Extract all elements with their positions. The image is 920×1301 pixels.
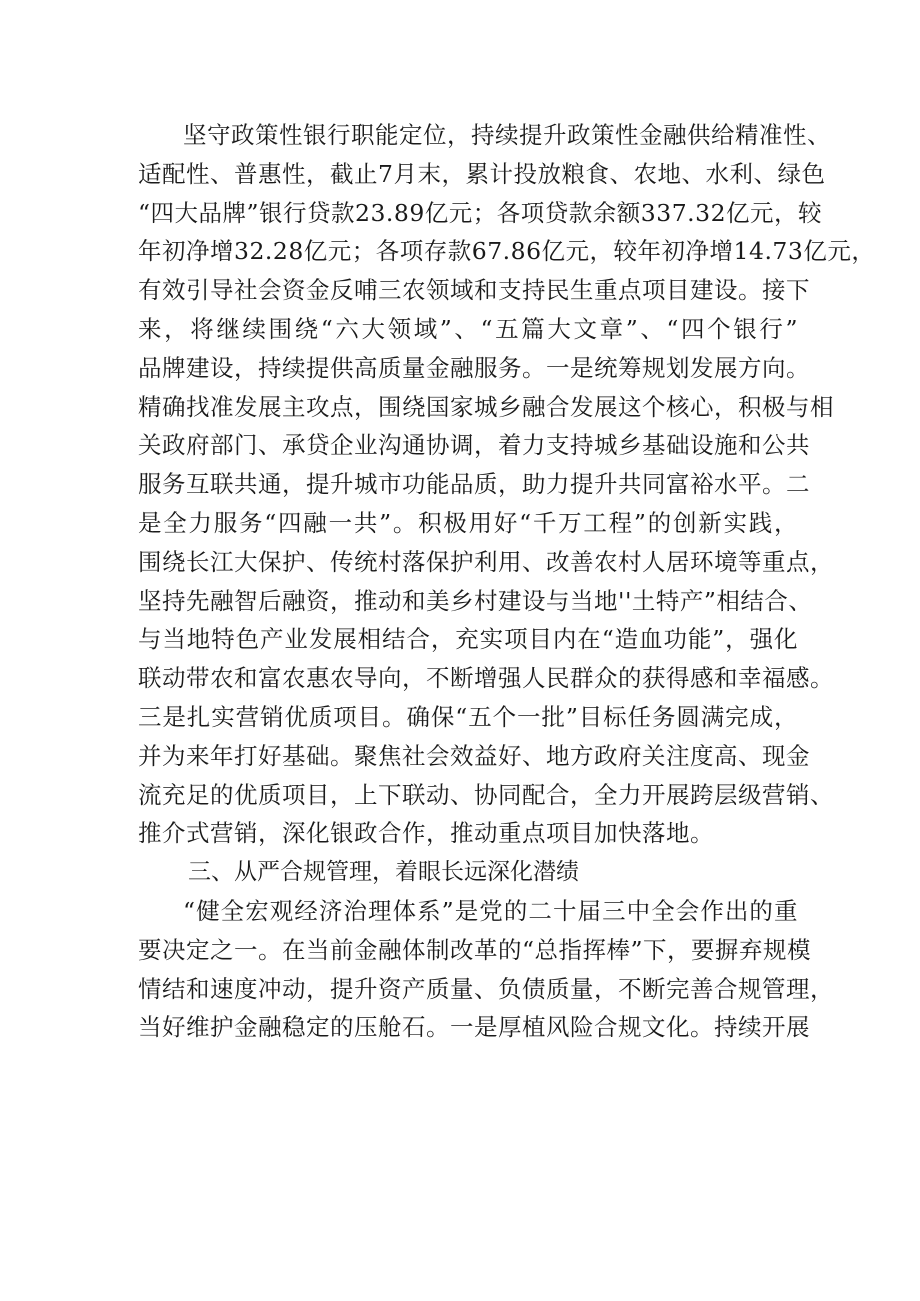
paragraph-line: 坚守政策性银行职能定位，持续提升政策性金融供给精准性、 [183,121,831,149]
paragraph-line: 适配性、普惠性，截止7月末，累计投放粮食、农地、水利、绿色 [138,159,826,188]
paragraph-line: 是全力服务“四融一共”。积极用好“千万工程”的创新实践， [138,508,798,537]
paragraph-line: 来，将继续围绕“六大领域”、“五篇大文章”、“四个银行” [138,314,798,343]
section-heading: 三、从严合规管理，着眼长远深化潜绩 [188,859,579,886]
paragraph-line: 围绕长江大保护、传统村落保护利用、改善农村人居环境等重点， [138,547,834,576]
paragraph-line: 三是扎实营销优质项目。确保“五个一批”目标任务圆满完成， [138,702,798,731]
document-body [138,116,876,1047]
paragraph-line: 关政府部门、承贷企业沟通协调，着力支持城乡基础设施和公共 [138,431,810,460]
paragraph-line: 推介式营销，深化银政合作，推动重点项目加快落地。 [138,819,714,848]
paragraph-line: 服务互联共通，提升城市功能品质，助力提升共同富裕水平。二 [138,470,810,499]
paragraph-line: 与当地特色产业发展相结合，充实项目内在“造血功能”，强化 [138,625,798,654]
paragraph-line: 当好维护金融稳定的压舱石。一是厚植风险合规文化。持续开展 [138,1013,810,1042]
paragraph-line: 情结和速度冲动，提升资产质量、负债质量，不断完善合规管理， [138,974,834,1003]
paragraph-line: “四大品牌”银行贷款23.89亿元；各项贷款余额337.32亿元，较 [138,198,823,227]
paragraph-line: 流充足的优质项目，上下联动、协同配合，全力开展跨层级营销、 [138,780,834,809]
paragraph-line: 要决定之一。在当前金融体制改革的“总指挥棒”下，要摒弃规模 [138,935,812,964]
paragraph-line: 联动带农和富农惠农导向，不断增强人民群众的获得感和幸福感。 [138,664,834,693]
paragraph-line: 年初净增32.28亿元；各项存款67.86亿元，较年初净增14.73亿元， [138,237,876,266]
paragraph-line: 品牌建设，持续提供高质量金融服务。一是统筹规划发展方向。 [138,353,810,382]
paragraph-line: 精确找准发展主攻点，围绕国家城乡融合发展这个核心，积极与相 [138,392,834,421]
paragraph-line: “健全宏观经济治理体系”是党的二十届三中全会作出的重 [183,896,798,925]
paragraph-line: 有效引导社会资金反哺三农领域和支持民生重点项目建设。接下 [138,276,810,305]
paragraph-line: 坚持先融智后融资，推动和美乡村建设与当地''土特产”相结合、 [138,586,813,615]
paragraph-line: 并为来年打好基础。聚焦社会效益好、地方政府关注度高、现金 [138,741,810,770]
